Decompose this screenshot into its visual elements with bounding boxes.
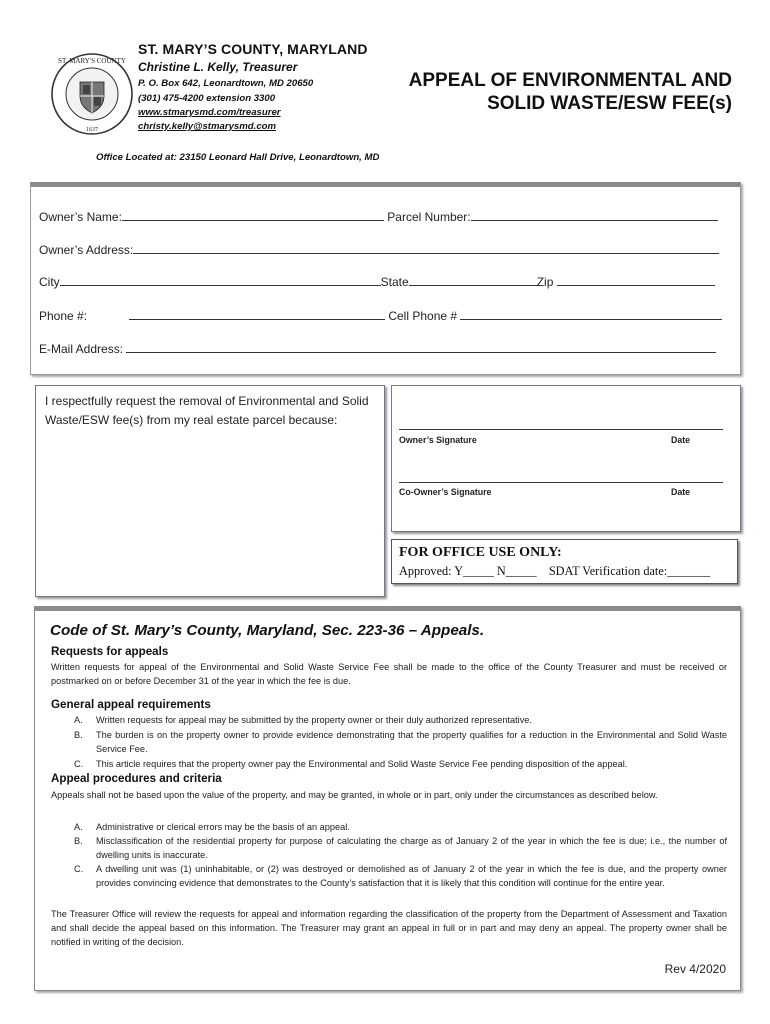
item-text: Written requests for appeal may be submitted by the property owner or their duly authorized representative. [96,715,532,725]
item-key: C. [74,759,84,769]
approved-field: Approved: Y_____ N_____ [399,564,537,578]
owner-name-label: Owner’s Name: [39,210,122,224]
coowner-signature-line[interactable] [399,482,723,483]
city-field[interactable] [60,274,381,286]
general-heading: General appeal requirements [51,698,211,711]
general-item [51,728,727,756]
county-name: ST. MARY’S COUNTY, MARYLAND [138,41,368,57]
office-use-line [399,564,710,579]
item-key: B. [74,730,83,740]
svg-text:ST. MARY'S COUNTY: ST. MARY'S COUNTY [58,57,126,65]
signature-box [391,385,741,532]
revision-label: Rev 4/2020 [664,962,726,976]
owner-name-row [39,209,718,224]
procedures-item [51,834,727,862]
website-link[interactable]: www.stmarysmd.com/treasurer [138,107,281,118]
general-item [51,757,727,771]
owner-address-label: Owner’s Address: [39,243,134,257]
state-field[interactable] [409,274,537,286]
county-seal-logo [50,52,134,136]
closing-text: The Treasurer Office will review the requests for appeal and information regarding the classification of the property from the Department of Assessment and Taxation and shall decide the appeal based on this information. The Treasurer may grant an appeal in full or in part and may deny an appeal. The property owner shall be notified in writing of the decision. [51,909,727,947]
email-row [39,341,716,356]
item-text: A dwelling unit was (1) uninhabitable, or (2) was destroyed or demolished as of January 2 of the year in which the fee is due, and the property owner provides convincing evidence that demonstrates to the County’s satisfaction that it is likely that this condition will continue for the entire year. [96,864,727,888]
procedures-text: Appeals shall not be based upon the value of the property, and may be granted, in whole or in part, only under the circumstances as described below. [51,790,658,800]
phone-field[interactable] [129,308,385,320]
city-label: City [39,275,60,289]
coowner-signature-label: Co-Owner’s Signature [399,487,492,497]
form-title [409,69,732,115]
svg-text:1637: 1637 [86,127,98,133]
zip-field[interactable] [557,274,715,286]
owner-address-field[interactable] [133,242,719,254]
sdat-verification-field: SDAT Verification date:_______ [548,564,711,578]
form-title-line-2: SOLID WASTE/ESW FEE(s) [487,93,732,114]
item-key: A. [74,715,83,725]
cell-phone-field[interactable] [460,308,722,320]
owner-signature-label: Owner’s Signature [399,435,477,445]
zip-label: Zip [536,275,554,289]
office-use-title: FOR OFFICE USE ONLY: [399,545,562,560]
cell-phone-label: Cell Phone # [388,309,458,323]
item-key: A. [74,822,83,832]
item-key: C. [74,864,84,874]
item-text: Misclassification of the residential property for purpose of calculating the charge as of January 2 of the year in which the fee is due; i.e., the number of dwelling units is inaccurate. [96,836,727,860]
item-text: Administrative or clerical errors may be the basis of an appeal. [96,822,350,832]
email-link[interactable]: christy.kelly@stmarysmd.com [138,121,277,132]
item-key: B. [74,836,83,846]
phone-label: Phone #: [39,309,88,323]
parcel-number-field[interactable] [471,209,718,221]
mailing-address: P. O. Box 642, Leonardtown, MD 20650 [138,78,314,89]
procedures-heading: Appeal procedures and criteria [51,772,222,785]
phone-row [39,308,722,323]
procedures-item [51,820,727,834]
treasurer-name: Christine L. Kelly, Treasurer [138,60,298,74]
procedures-item [51,862,727,904]
email-address-label: E-Mail Address: [39,342,124,356]
phone-number: (301) 475-4200 extension 3300 [138,93,276,104]
general-item [51,713,727,727]
item-text: The burden is on the property owner to provide evidence demonstrating that the property qualifies for a reduction in the Environmental and Solid Waste Service Fee. [96,730,727,754]
state-label: State [380,275,409,289]
owner-name-field[interactable] [122,209,384,221]
item-text: This article requires that the property owner pay the Environmental and Solid Waste Service Fee pending disposition of the appeal. [96,759,628,769]
requests-text: Written requests for appeal of the Environmental and Solid Waste Service Fee shall be made to the office of the County Treasurer and must be received or postmarked on or before December 31 of the year in which the fee is due. [51,662,727,686]
owner-date-label: Date [671,435,691,445]
request-statement: I respectfully request the removal of Environmental and Solid Waste/ESW fee(s) from my real estate parcel because: [45,394,369,427]
owner-signature-line[interactable] [399,429,723,430]
owner-address-row [39,242,719,257]
email-address-field[interactable] [126,341,716,353]
coowner-date-label: Date [671,487,691,497]
form-title-line-1: APPEAL OF ENVIRONMENTAL AND [408,70,732,91]
requests-heading: Requests for appeals [51,645,169,658]
parcel-number-label: Parcel Number: [387,210,471,224]
office-location: Office Located at: 23150 Leonard Hall Drive, Leonardtown, MD [96,152,380,163]
city-state-zip-row [39,274,715,289]
code-title: Code of St. Mary’s County, Maryland, Sec. 223-36 – Appeals. [50,622,485,639]
